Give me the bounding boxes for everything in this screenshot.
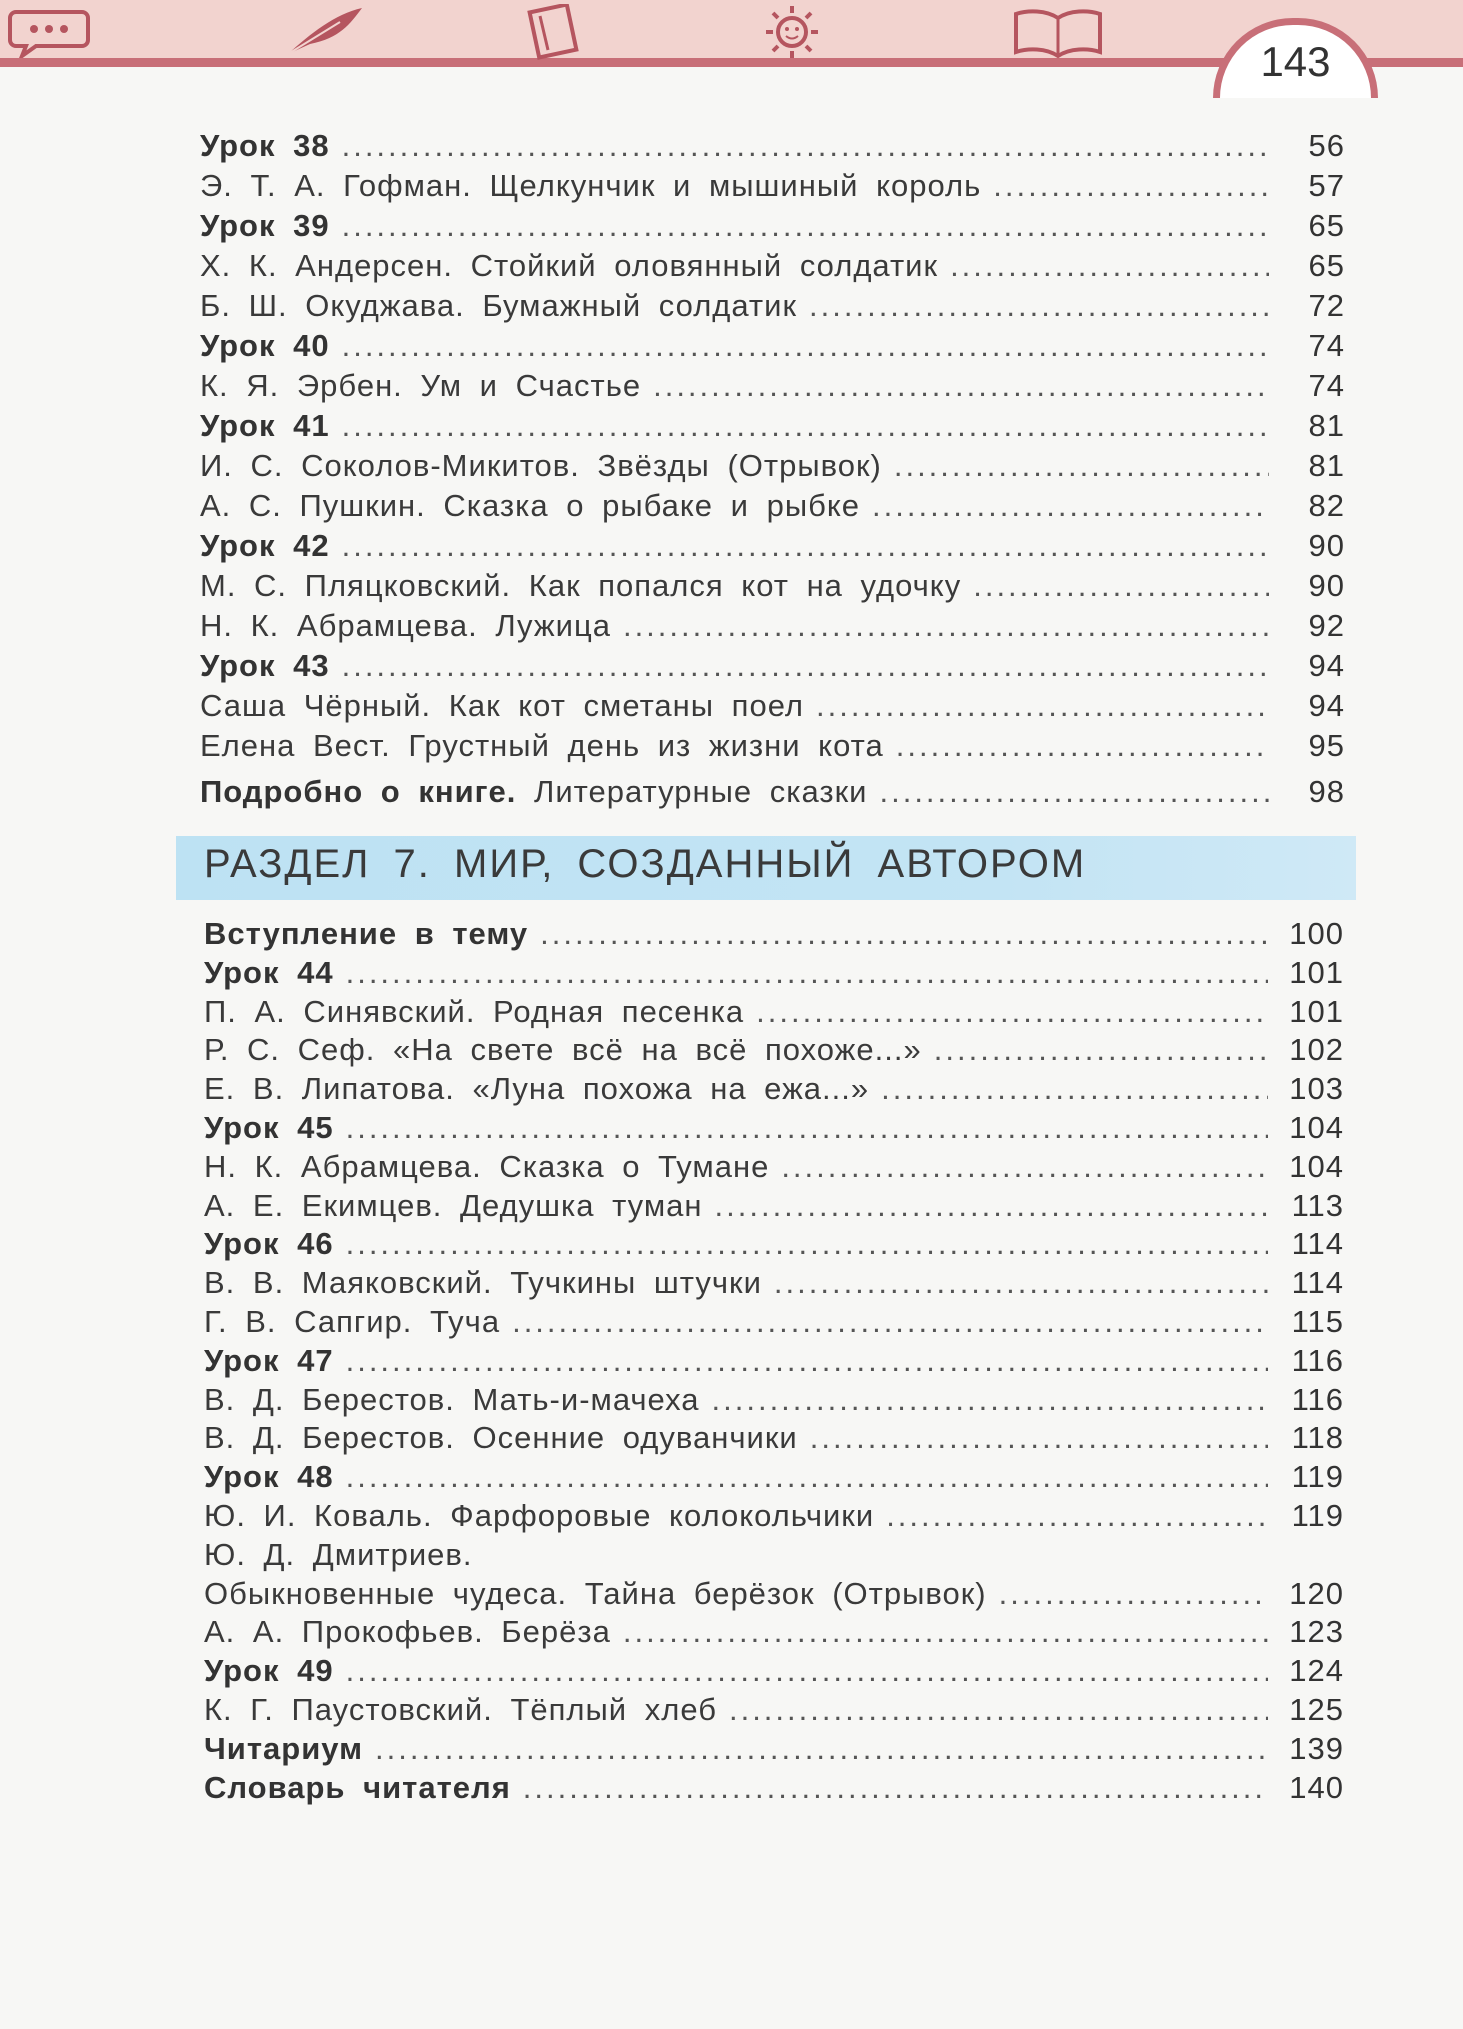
toc-entry: [204, 916, 1344, 955]
dot-leader: [993, 168, 1269, 204]
dot-leader: [774, 1265, 1268, 1301]
toc-entry-page: 95: [1308, 728, 1345, 763]
speech-bubble-icon: [6, 4, 92, 58]
toc-entry: [204, 1265, 1344, 1304]
toc-entry-page: 116: [1291, 1342, 1344, 1378]
toc-entry-page: 120: [1289, 1575, 1344, 1611]
dot-leader: [872, 488, 1269, 524]
toc-entry: [204, 955, 1344, 994]
page-number: 143: [1260, 38, 1331, 85]
toc-entry: [204, 1071, 1344, 1110]
section-heading-bar: [176, 836, 1356, 900]
table-of-contents-part1: [200, 128, 1345, 814]
dot-leader: [346, 1226, 1268, 1262]
toc-entry: [204, 1032, 1344, 1071]
dot-leader: [781, 1149, 1268, 1185]
toc-entry: [204, 1226, 1344, 1265]
toc-entry-page: 124: [1289, 1653, 1344, 1689]
toc-entry: [204, 1382, 1344, 1421]
toc-entry: [204, 1188, 1344, 1227]
toc-entry: [204, 1692, 1344, 1731]
book-icon: [520, 4, 590, 60]
toc-entry-title: Х. К. Андерсен. Стойкий оловянный солдатик: [200, 248, 939, 283]
dot-leader: [540, 916, 1268, 952]
toc-entry-title: Урок 38: [200, 128, 330, 163]
toc-entry: [200, 608, 1345, 648]
toc-entry: [200, 648, 1345, 688]
toc-entry-title: Н. К. Абрамцева. Сказка о Тумане: [204, 1148, 770, 1184]
toc-entry-page: 119: [1291, 1497, 1344, 1533]
toc-entry-title: [200, 774, 867, 810]
toc-entry-page: 116: [1291, 1381, 1344, 1417]
toc-entry-title: В. Д. Берестов. Мать-и-мачеха: [204, 1381, 700, 1417]
toc-entry-page: 56: [1308, 128, 1345, 163]
dot-leader: [950, 248, 1269, 284]
toc-entry: [200, 128, 1345, 168]
toc-entry-title: Читариум: [204, 1730, 364, 1766]
dot-leader: [973, 568, 1269, 604]
toc-entry-page: 101: [1289, 954, 1344, 990]
dot-leader: [816, 688, 1269, 724]
toc-entry-page: 118: [1291, 1420, 1344, 1456]
open-book-icon: [1010, 4, 1106, 60]
feather-icon: [280, 4, 370, 58]
dot-leader: [881, 1071, 1268, 1107]
toc-entry: [204, 1576, 1344, 1615]
toc-entry-page: 65: [1308, 208, 1345, 243]
toc-entry: [204, 1110, 1344, 1149]
toc-entry-title: Урок 39: [200, 208, 330, 243]
toc-entry: [204, 994, 1344, 1033]
toc-entry: [204, 1149, 1344, 1188]
toc-entry-page: 114: [1291, 1226, 1344, 1262]
toc-entry-title: В. Д. Берестов. Осенние одуванчики: [204, 1420, 798, 1456]
toc-entry-title: Урок 45: [204, 1109, 334, 1145]
dot-leader: [342, 408, 1269, 444]
toc-entry-page: 125: [1289, 1691, 1344, 1727]
toc-entry-title: Ю. И. Коваль. Фарфоровые колокольчики: [204, 1497, 875, 1533]
toc-entry-title: Урок 47: [204, 1342, 334, 1378]
toc-entry-title: А. Е. Екимцев. Дедушка туман: [204, 1187, 703, 1223]
toc-entry-title: Урок 49: [204, 1653, 334, 1689]
toc-entry: [200, 208, 1345, 248]
toc-entry-page: 90: [1308, 528, 1345, 563]
toc-entry: [204, 1653, 1344, 1692]
dot-leader: [346, 1459, 1268, 1495]
toc-entry-title: И. С. Соколов-Микитов. Звёзды (Отрывок): [200, 448, 882, 483]
toc-entry-title: М. С. Пляцковский. Как попался кот на удочку: [200, 568, 962, 603]
dot-leader: [346, 955, 1268, 991]
page-number-badge: [1213, 18, 1378, 98]
toc-entry-page: 102: [1289, 1032, 1344, 1068]
toc-entry: [204, 1537, 1344, 1576]
toc-entry: [200, 488, 1345, 528]
toc-entry: [200, 448, 1345, 488]
toc-entry: [204, 1731, 1344, 1770]
dot-leader: [896, 728, 1269, 764]
toc-entry: [200, 168, 1345, 208]
toc-entry-page: 57: [1308, 168, 1345, 203]
sun-icon: [752, 4, 832, 60]
toc-entry: [204, 1343, 1344, 1382]
toc-entry-page: 101: [1289, 993, 1344, 1029]
dot-leader: [342, 528, 1269, 564]
dot-leader: [342, 328, 1269, 364]
dot-leader: [653, 368, 1269, 404]
dot-leader: [342, 208, 1269, 244]
toc-entry-title: Е. В. Липатова. «Луна похожа на ежа...»: [204, 1071, 870, 1107]
toc-entry-page: 98: [1308, 774, 1345, 809]
dot-leader: [756, 994, 1268, 1030]
toc-entry: [204, 1304, 1344, 1343]
dot-leader: [729, 1692, 1268, 1728]
toc-entry-title: В. В. Маяковский. Тучкины штучки: [204, 1265, 762, 1301]
toc-entry-page: 104: [1289, 1109, 1344, 1145]
toc-entry: [204, 1459, 1344, 1498]
detail-bold-label: Подробно о книге.: [200, 774, 517, 809]
toc-entry-title: Урок 41: [200, 408, 330, 443]
toc-entry-title: Ю. Д. Дмитриев.: [204, 1536, 473, 1572]
toc-entry: [200, 288, 1345, 328]
toc-entry-title: Обыкновенные чудеса. Тайна берёзок (Отрывок): [204, 1575, 987, 1611]
dot-leader: [523, 1770, 1268, 1806]
dot-leader: [346, 1110, 1268, 1146]
toc-entry-title: Урок 48: [204, 1459, 334, 1495]
toc-entry-page: 119: [1291, 1459, 1344, 1495]
toc-entry: [200, 688, 1345, 728]
toc-entry: [204, 1498, 1344, 1537]
toc-entry-page: 81: [1308, 448, 1345, 483]
toc-entry-page: 139: [1289, 1730, 1344, 1766]
dot-leader: [623, 1614, 1268, 1650]
toc-entry-page: 104: [1289, 1148, 1344, 1184]
toc-entry-title: А. А. Прокофьев. Берёза: [204, 1614, 611, 1650]
dot-leader: [346, 1343, 1268, 1379]
toc-entry: [200, 528, 1345, 568]
dot-leader: [999, 1576, 1268, 1612]
toc-entry-page: 74: [1308, 328, 1345, 363]
toc-entry-title: П. А. Синявский. Родная песенка: [204, 993, 745, 1029]
dot-leader: [934, 1032, 1268, 1068]
toc-entry: [204, 1614, 1344, 1653]
toc-entry-page: 103: [1289, 1071, 1344, 1107]
toc-entry: [200, 368, 1345, 408]
toc-entry-title: Урок 40: [200, 328, 330, 363]
toc-entry-page: 74: [1308, 368, 1345, 403]
dot-leader: [886, 1498, 1268, 1534]
dot-leader: [894, 448, 1269, 484]
toc-entry-detail: [200, 774, 1345, 814]
dot-leader: [809, 288, 1269, 324]
table-of-contents-part2: [204, 916, 1344, 1808]
toc-entry: [204, 1770, 1344, 1809]
toc-entry-page: 123: [1289, 1614, 1344, 1650]
toc-entry-title: К. Я. Эрбен. Ум и Счастье: [200, 368, 642, 403]
toc-entry-title: К. Г. Паустовский. Тёплый хлеб: [204, 1691, 717, 1727]
toc-entry-page: 90: [1308, 568, 1345, 603]
toc-entry-page: 100: [1289, 916, 1344, 951]
toc-entry: [204, 1420, 1344, 1459]
toc-entry-page: 81: [1308, 408, 1345, 443]
toc-entry-title: Г. В. Сапгир. Туча: [204, 1303, 501, 1339]
dot-leader: [879, 774, 1269, 810]
dot-leader: [342, 128, 1269, 164]
toc-entry-title: Елена Вест. Грустный день из жизни кота: [200, 728, 884, 763]
toc-entry: [200, 568, 1345, 608]
toc-entry: [200, 728, 1345, 768]
toc-entry-page: 114: [1291, 1265, 1344, 1301]
toc-entry-title: Урок 46: [204, 1226, 334, 1262]
toc-entry-title: Урок 44: [204, 954, 334, 990]
toc-entry: [200, 248, 1345, 288]
dot-leader: [346, 1653, 1268, 1689]
toc-entry-page: 92: [1308, 608, 1345, 643]
dot-leader: [375, 1731, 1268, 1767]
toc-entry-page: 82: [1308, 488, 1345, 523]
toc-entry-page: 65: [1308, 248, 1345, 283]
dot-leader: [512, 1304, 1268, 1340]
toc-entry-page: 94: [1308, 648, 1345, 683]
toc-entry-title: А. С. Пушкин. Сказка о рыбаке и рыбке: [200, 488, 861, 523]
dot-leader: [342, 648, 1269, 684]
toc-entry: [200, 328, 1345, 368]
dot-leader: [623, 608, 1269, 644]
dot-leader: [712, 1382, 1269, 1418]
toc-entry-title: Урок 42: [200, 528, 330, 563]
toc-entry: [200, 408, 1345, 448]
section-title: РАЗДЕЛ 7. МИР, СОЗДАННЫЙ АВТОРОМ: [204, 842, 1087, 886]
toc-entry-title: Э. Т. А. Гофман. Щелкунчик и мышиный король: [200, 168, 982, 203]
detail-rest-label: Литературные сказки: [516, 774, 868, 809]
toc-entry-title: Вступление в тему: [204, 916, 529, 951]
toc-entry-page: 140: [1289, 1769, 1344, 1805]
toc-entry-title: Урок 43: [200, 648, 330, 683]
toc-entry-title: Н. К. Абрамцева. Лужица: [200, 608, 611, 643]
toc-entry-page: 94: [1308, 688, 1345, 723]
toc-entry-title: Р. С. Сеф. «На свете всё на всё похоже...»: [204, 1032, 922, 1068]
toc-entry-title: Б. Ш. Окуджава. Бумажный солдатик: [200, 288, 798, 323]
toc-entry-page: 72: [1308, 288, 1345, 323]
dot-leader: [715, 1188, 1269, 1224]
dot-leader: [810, 1420, 1268, 1456]
toc-entry-page: 115: [1291, 1303, 1344, 1339]
toc-entry-title: Саша Чёрный. Как кот сметаны поел: [200, 688, 804, 723]
toc-entry-title: Словарь читателя: [204, 1769, 511, 1805]
toc-entry-page: 113: [1291, 1187, 1344, 1223]
